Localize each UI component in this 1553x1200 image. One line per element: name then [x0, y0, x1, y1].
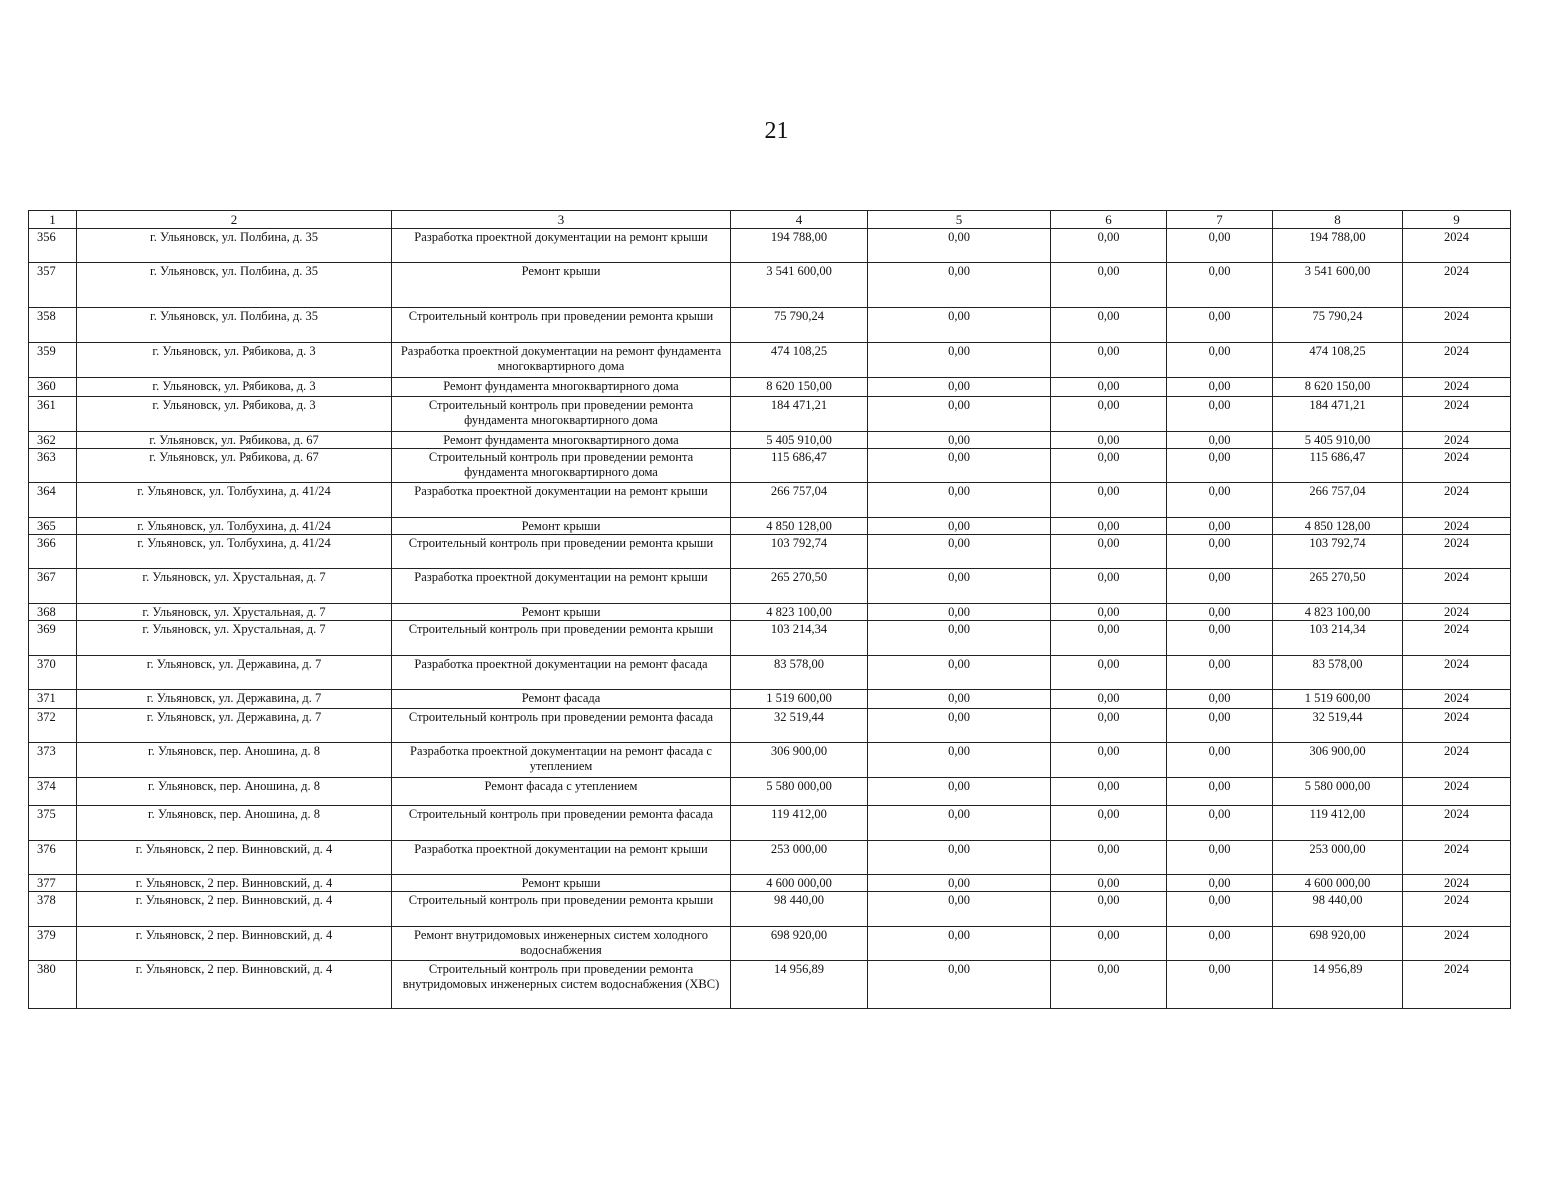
value-cell-4: 4 600 000,00 [731, 875, 868, 892]
table-row [29, 397, 1511, 432]
table-row [29, 806, 1511, 841]
value-cell-4: 32 519,44 [731, 709, 868, 743]
value-cell-6: 0,00 [1051, 518, 1167, 535]
column-number: 3 [392, 211, 731, 229]
value-cell-8: 103 214,34 [1273, 621, 1403, 656]
year-cell: 2024 [1403, 778, 1511, 806]
value-cell-6: 0,00 [1051, 892, 1167, 927]
value-cell-5: 0,00 [868, 743, 1051, 778]
value-cell-6: 0,00 [1051, 378, 1167, 397]
work-type-cell: Строительный контроль при проведении ремонта крыши [392, 892, 731, 927]
address-cell: г. Ульяновск, 2 пер. Винновский, д. 4 [77, 892, 392, 927]
value-cell-4: 5 580 000,00 [731, 778, 868, 806]
value-cell-8: 5 580 000,00 [1273, 778, 1403, 806]
value-cell-6: 0,00 [1051, 927, 1167, 961]
value-cell-6: 0,00 [1051, 709, 1167, 743]
value-cell-7: 0,00 [1167, 604, 1273, 621]
year-cell: 2024 [1403, 892, 1511, 927]
address-cell: г. Ульяновск, 2 пер. Винновский, д. 4 [77, 841, 392, 875]
value-cell-8: 4 600 000,00 [1273, 875, 1403, 892]
address-cell: г. Ульяновск, ул. Хрустальная, д. 7 [77, 569, 392, 604]
table-row [29, 263, 1511, 308]
value-cell-5: 0,00 [868, 569, 1051, 604]
address-cell: г. Ульяновск, ул. Толбухина, д. 41/24 [77, 535, 392, 569]
table-row [29, 743, 1511, 778]
year-cell: 2024 [1403, 483, 1511, 518]
value-cell-6: 0,00 [1051, 535, 1167, 569]
work-type-cell: Ремонт фасада [392, 690, 731, 709]
repair-program-table [28, 210, 1511, 1009]
work-type-cell: Строительный контроль при проведении ремонта крыши [392, 308, 731, 343]
address-cell: г. Ульяновск, ул. Рябикова, д. 3 [77, 397, 392, 432]
address-cell: г. Ульяновск, ул. Державина, д. 7 [77, 656, 392, 690]
value-cell-8: 253 000,00 [1273, 841, 1403, 875]
row-number-cell: 366 [29, 535, 77, 569]
value-cell-7: 0,00 [1167, 656, 1273, 690]
value-cell-4: 184 471,21 [731, 397, 868, 432]
value-cell-4: 306 900,00 [731, 743, 868, 778]
row-number-cell: 374 [29, 778, 77, 806]
value-cell-7: 0,00 [1167, 308, 1273, 343]
value-cell-6: 0,00 [1051, 432, 1167, 449]
row-number-cell: 363 [29, 449, 77, 483]
value-cell-5: 0,00 [868, 449, 1051, 483]
year-cell: 2024 [1403, 518, 1511, 535]
value-cell-6: 0,00 [1051, 778, 1167, 806]
work-type-cell: Строительный контроль при проведении ремонта внутридомовых инженерных систем водоснабжения (ХВС) [392, 961, 731, 1009]
value-cell-6: 0,00 [1051, 449, 1167, 483]
value-cell-6: 0,00 [1051, 397, 1167, 432]
table-row [29, 709, 1511, 743]
value-cell-5: 0,00 [868, 875, 1051, 892]
address-cell: г. Ульяновск, ул. Державина, д. 7 [77, 709, 392, 743]
value-cell-4: 103 792,74 [731, 535, 868, 569]
value-cell-7: 0,00 [1167, 875, 1273, 892]
table-row [29, 892, 1511, 927]
value-cell-7: 0,00 [1167, 229, 1273, 263]
work-type-cell: Ремонт фундамента многоквартирного дома [392, 432, 731, 449]
address-cell: г. Ульяновск, ул. Рябикова, д. 3 [77, 378, 392, 397]
row-number-cell: 358 [29, 308, 77, 343]
value-cell-5: 0,00 [868, 483, 1051, 518]
value-cell-4: 8 620 150,00 [731, 378, 868, 397]
value-cell-7: 0,00 [1167, 518, 1273, 535]
value-cell-5: 0,00 [868, 518, 1051, 535]
value-cell-5: 0,00 [868, 961, 1051, 1009]
row-number-cell: 372 [29, 709, 77, 743]
column-number: 4 [731, 211, 868, 229]
value-cell-4: 4 823 100,00 [731, 604, 868, 621]
year-cell: 2024 [1403, 378, 1511, 397]
year-cell: 2024 [1403, 875, 1511, 892]
value-cell-5: 0,00 [868, 690, 1051, 709]
table-row [29, 432, 1511, 449]
work-type-cell: Ремонт крыши [392, 518, 731, 535]
address-cell: г. Ульяновск, ул. Полбина, д. 35 [77, 229, 392, 263]
value-cell-4: 266 757,04 [731, 483, 868, 518]
year-cell: 2024 [1403, 308, 1511, 343]
table-row [29, 656, 1511, 690]
value-cell-8: 4 850 128,00 [1273, 518, 1403, 535]
value-cell-6: 0,00 [1051, 308, 1167, 343]
value-cell-6: 0,00 [1051, 690, 1167, 709]
year-cell: 2024 [1403, 604, 1511, 621]
value-cell-7: 0,00 [1167, 841, 1273, 875]
row-number-cell: 371 [29, 690, 77, 709]
work-type-cell: Разработка проектной документации на ремонт крыши [392, 483, 731, 518]
value-cell-7: 0,00 [1167, 483, 1273, 518]
address-cell: г. Ульяновск, 2 пер. Винновский, д. 4 [77, 875, 392, 892]
value-cell-8: 306 900,00 [1273, 743, 1403, 778]
work-type-cell: Разработка проектной документации на ремонт крыши [392, 229, 731, 263]
year-cell: 2024 [1403, 535, 1511, 569]
work-type-cell: Разработка проектной документации на ремонт фасада [392, 656, 731, 690]
page-number: 21 [764, 118, 789, 144]
year-cell: 2024 [1403, 569, 1511, 604]
value-cell-8: 474 108,25 [1273, 343, 1403, 378]
value-cell-7: 0,00 [1167, 778, 1273, 806]
value-cell-5: 0,00 [868, 378, 1051, 397]
address-cell: г. Ульяновск, ул. Полбина, д. 35 [77, 263, 392, 308]
value-cell-8: 83 578,00 [1273, 656, 1403, 690]
address-cell: г. Ульяновск, ул. Рябикова, д. 3 [77, 343, 392, 378]
value-cell-5: 0,00 [868, 397, 1051, 432]
table-row [29, 449, 1511, 483]
value-cell-8: 14 956,89 [1273, 961, 1403, 1009]
value-cell-8: 103 792,74 [1273, 535, 1403, 569]
work-type-cell: Строительный контроль при проведении ремонта крыши [392, 621, 731, 656]
value-cell-5: 0,00 [868, 535, 1051, 569]
address-cell: г. Ульяновск, ул. Хрустальная, д. 7 [77, 621, 392, 656]
value-cell-4: 115 686,47 [731, 449, 868, 483]
column-number: 6 [1051, 211, 1167, 229]
address-cell: г. Ульяновск, ул. Рябикова, д. 67 [77, 449, 392, 483]
table-row [29, 841, 1511, 875]
column-number: 9 [1403, 211, 1511, 229]
year-cell: 2024 [1403, 432, 1511, 449]
value-cell-4: 98 440,00 [731, 892, 868, 927]
year-cell: 2024 [1403, 343, 1511, 378]
value-cell-8: 75 790,24 [1273, 308, 1403, 343]
value-cell-7: 0,00 [1167, 961, 1273, 1009]
row-number-cell: 369 [29, 621, 77, 656]
address-cell: г. Ульяновск, 2 пер. Винновский, д. 4 [77, 961, 392, 1009]
year-cell: 2024 [1403, 709, 1511, 743]
year-cell: 2024 [1403, 690, 1511, 709]
table-row [29, 569, 1511, 604]
year-cell: 2024 [1403, 621, 1511, 656]
address-cell: г. Ульяновск, ул. Хрустальная, д. 7 [77, 604, 392, 621]
work-type-cell: Разработка проектной документации на ремонт крыши [392, 841, 731, 875]
value-cell-8: 4 823 100,00 [1273, 604, 1403, 621]
work-type-cell: Строительный контроль при проведении ремонта фасада [392, 806, 731, 841]
column-number: 7 [1167, 211, 1273, 229]
value-cell-5: 0,00 [868, 621, 1051, 656]
value-cell-8: 3 541 600,00 [1273, 263, 1403, 308]
value-cell-7: 0,00 [1167, 263, 1273, 308]
value-cell-5: 0,00 [868, 432, 1051, 449]
value-cell-8: 98 440,00 [1273, 892, 1403, 927]
table-row [29, 621, 1511, 656]
value-cell-7: 0,00 [1167, 690, 1273, 709]
row-number-cell: 377 [29, 875, 77, 892]
year-cell: 2024 [1403, 961, 1511, 1009]
address-cell: г. Ульяновск, ул. Толбухина, д. 41/24 [77, 483, 392, 518]
column-number: 5 [868, 211, 1051, 229]
table-row [29, 535, 1511, 569]
table-row [29, 308, 1511, 343]
address-cell: г. Ульяновск, ул. Толбухина, д. 41/24 [77, 518, 392, 535]
value-cell-5: 0,00 [868, 308, 1051, 343]
table-row [29, 927, 1511, 961]
value-cell-7: 0,00 [1167, 378, 1273, 397]
value-cell-8: 184 471,21 [1273, 397, 1403, 432]
column-number: 8 [1273, 211, 1403, 229]
column-number: 2 [77, 211, 392, 229]
row-number-cell: 375 [29, 806, 77, 841]
value-cell-6: 0,00 [1051, 343, 1167, 378]
value-cell-8: 5 405 910,00 [1273, 432, 1403, 449]
value-cell-4: 75 790,24 [731, 308, 868, 343]
year-cell: 2024 [1403, 397, 1511, 432]
value-cell-6: 0,00 [1051, 841, 1167, 875]
work-type-cell: Ремонт фасада с утеплением [392, 778, 731, 806]
value-cell-4: 265 270,50 [731, 569, 868, 604]
value-cell-5: 0,00 [868, 709, 1051, 743]
value-cell-5: 0,00 [868, 656, 1051, 690]
value-cell-8: 115 686,47 [1273, 449, 1403, 483]
value-cell-6: 0,00 [1051, 656, 1167, 690]
address-cell: г. Ульяновск, ул. Державина, д. 7 [77, 690, 392, 709]
row-number-cell: 370 [29, 656, 77, 690]
value-cell-5: 0,00 [868, 778, 1051, 806]
value-cell-7: 0,00 [1167, 569, 1273, 604]
year-cell: 2024 [1403, 806, 1511, 841]
work-type-cell: Разработка проектной документации на ремонт фасада с утеплением [392, 743, 731, 778]
value-cell-5: 0,00 [868, 892, 1051, 927]
value-cell-7: 0,00 [1167, 432, 1273, 449]
row-number-cell: 357 [29, 263, 77, 308]
table-row [29, 518, 1511, 535]
value-cell-8: 698 920,00 [1273, 927, 1403, 961]
value-cell-7: 0,00 [1167, 397, 1273, 432]
table-row [29, 690, 1511, 709]
year-cell: 2024 [1403, 229, 1511, 263]
work-type-cell: Строительный контроль при проведении ремонта фундамента многоквартирного дома [392, 449, 731, 483]
value-cell-5: 0,00 [868, 343, 1051, 378]
work-type-cell: Строительный контроль при проведении ремонта крыши [392, 535, 731, 569]
row-number-cell: 361 [29, 397, 77, 432]
value-cell-8: 32 519,44 [1273, 709, 1403, 743]
value-cell-8: 119 412,00 [1273, 806, 1403, 841]
row-number-cell: 379 [29, 927, 77, 961]
table-row [29, 378, 1511, 397]
table-row [29, 483, 1511, 518]
year-cell: 2024 [1403, 841, 1511, 875]
address-cell: г. Ульяновск, 2 пер. Винновский, д. 4 [77, 927, 392, 961]
row-number-cell: 368 [29, 604, 77, 621]
year-cell: 2024 [1403, 743, 1511, 778]
value-cell-5: 0,00 [868, 806, 1051, 841]
value-cell-5: 0,00 [868, 229, 1051, 263]
address-cell: г. Ульяновск, ул. Рябикова, д. 67 [77, 432, 392, 449]
value-cell-7: 0,00 [1167, 343, 1273, 378]
address-cell: г. Ульяновск, пер. Аношина, д. 8 [77, 806, 392, 841]
value-cell-7: 0,00 [1167, 743, 1273, 778]
value-cell-7: 0,00 [1167, 535, 1273, 569]
value-cell-4: 4 850 128,00 [731, 518, 868, 535]
address-cell: г. Ульяновск, пер. Аношина, д. 8 [77, 778, 392, 806]
row-number-cell: 376 [29, 841, 77, 875]
value-cell-6: 0,00 [1051, 604, 1167, 621]
value-cell-8: 266 757,04 [1273, 483, 1403, 518]
value-cell-5: 0,00 [868, 604, 1051, 621]
row-number-cell: 367 [29, 569, 77, 604]
row-number-cell: 380 [29, 961, 77, 1009]
year-cell: 2024 [1403, 656, 1511, 690]
value-cell-6: 0,00 [1051, 875, 1167, 892]
value-cell-4: 103 214,34 [731, 621, 868, 656]
table-row [29, 604, 1511, 621]
row-number-cell: 373 [29, 743, 77, 778]
value-cell-6: 0,00 [1051, 743, 1167, 778]
value-cell-6: 0,00 [1051, 229, 1167, 263]
value-cell-6: 0,00 [1051, 569, 1167, 604]
value-cell-4: 698 920,00 [731, 927, 868, 961]
value-cell-8: 8 620 150,00 [1273, 378, 1403, 397]
value-cell-4: 5 405 910,00 [731, 432, 868, 449]
value-cell-4: 14 956,89 [731, 961, 868, 1009]
value-cell-7: 0,00 [1167, 892, 1273, 927]
value-cell-5: 0,00 [868, 841, 1051, 875]
work-type-cell: Разработка проектной документации на ремонт крыши [392, 569, 731, 604]
value-cell-7: 0,00 [1167, 449, 1273, 483]
value-cell-5: 0,00 [868, 927, 1051, 961]
year-cell: 2024 [1403, 927, 1511, 961]
value-cell-7: 0,00 [1167, 621, 1273, 656]
row-number-cell: 356 [29, 229, 77, 263]
value-cell-6: 0,00 [1051, 961, 1167, 1009]
table-row [29, 343, 1511, 378]
row-number-cell: 362 [29, 432, 77, 449]
value-cell-6: 0,00 [1051, 483, 1167, 518]
row-number-cell: 364 [29, 483, 77, 518]
work-type-cell: Разработка проектной документации на ремонт фундамента многоквартирного дома [392, 343, 731, 378]
value-cell-4: 474 108,25 [731, 343, 868, 378]
work-type-cell: Ремонт крыши [392, 875, 731, 892]
column-number-row [29, 211, 1511, 229]
work-type-cell: Строительный контроль при проведении ремонта фундамента многоквартирного дома [392, 397, 731, 432]
value-cell-6: 0,00 [1051, 263, 1167, 308]
value-cell-4: 253 000,00 [731, 841, 868, 875]
work-type-cell: Ремонт фундамента многоквартирного дома [392, 378, 731, 397]
value-cell-6: 0,00 [1051, 806, 1167, 841]
value-cell-6: 0,00 [1051, 621, 1167, 656]
value-cell-4: 194 788,00 [731, 229, 868, 263]
table-row [29, 875, 1511, 892]
table-body [29, 229, 1511, 1009]
address-cell: г. Ульяновск, ул. Полбина, д. 35 [77, 308, 392, 343]
column-number: 1 [29, 211, 77, 229]
year-cell: 2024 [1403, 263, 1511, 308]
value-cell-4: 3 541 600,00 [731, 263, 868, 308]
table-row [29, 961, 1511, 1009]
work-type-cell: Строительный контроль при проведении ремонта фасада [392, 709, 731, 743]
value-cell-4: 119 412,00 [731, 806, 868, 841]
row-number-cell: 378 [29, 892, 77, 927]
work-type-cell: Ремонт крыши [392, 263, 731, 308]
value-cell-7: 0,00 [1167, 806, 1273, 841]
value-cell-7: 0,00 [1167, 927, 1273, 961]
work-type-cell: Ремонт крыши [392, 604, 731, 621]
value-cell-8: 1 519 600,00 [1273, 690, 1403, 709]
value-cell-4: 1 519 600,00 [731, 690, 868, 709]
value-cell-7: 0,00 [1167, 709, 1273, 743]
value-cell-8: 194 788,00 [1273, 229, 1403, 263]
value-cell-8: 265 270,50 [1273, 569, 1403, 604]
year-cell: 2024 [1403, 449, 1511, 483]
row-number-cell: 359 [29, 343, 77, 378]
address-cell: г. Ульяновск, пер. Аношина, д. 8 [77, 743, 392, 778]
table-row [29, 229, 1511, 263]
row-number-cell: 360 [29, 378, 77, 397]
table-row [29, 778, 1511, 806]
row-number-cell: 365 [29, 518, 77, 535]
value-cell-4: 83 578,00 [731, 656, 868, 690]
work-type-cell: Ремонт внутридомовых инженерных систем холодного водоснабжения [392, 927, 731, 961]
value-cell-5: 0,00 [868, 263, 1051, 308]
